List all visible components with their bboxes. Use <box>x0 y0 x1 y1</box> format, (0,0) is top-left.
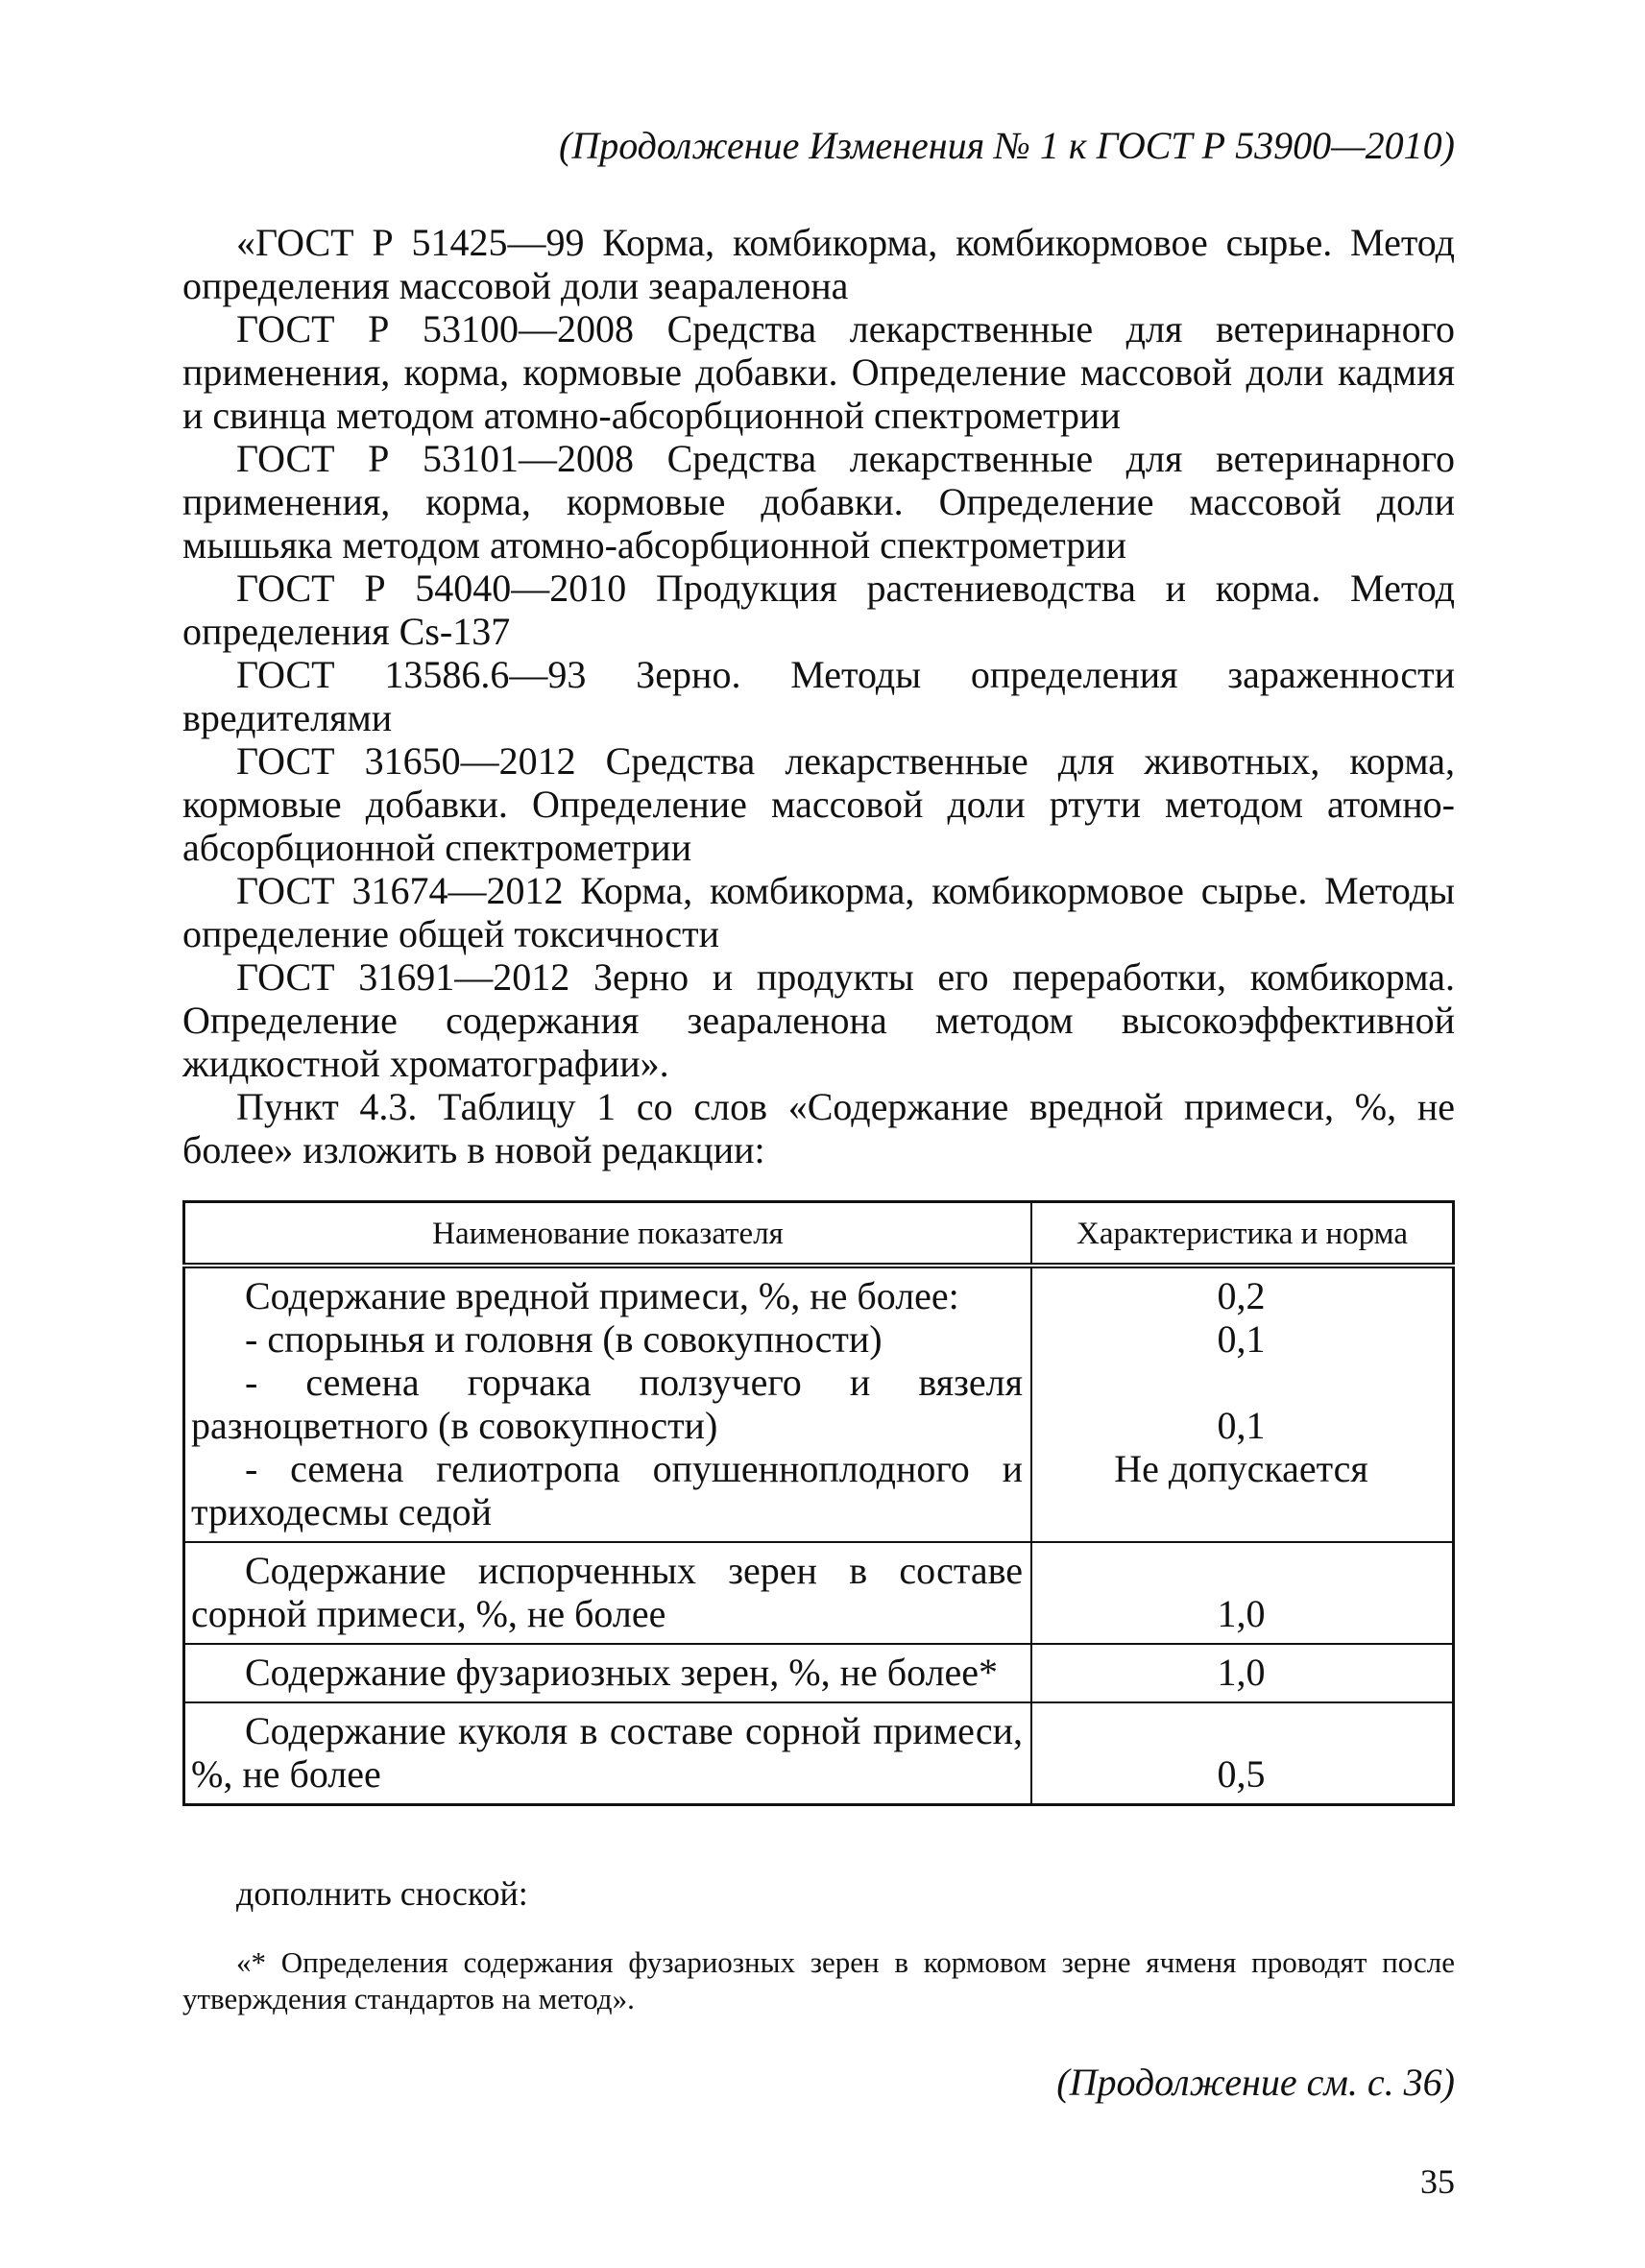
table-row <box>184 1542 1454 1644</box>
supplement-label: дополнить сноской: <box>236 1874 528 1913</box>
norm-cell <box>1031 1542 1454 1644</box>
standard-reference-paragraph: «ГОСТ Р 51425—99 Корма, комбикорма, комбикормовое сырье. Метод определения массовой доли зеараленона <box>182 221 1455 307</box>
table-row <box>184 1266 1454 1542</box>
norm-cell <box>1031 1266 1454 1542</box>
table-header-row <box>184 1202 1454 1267</box>
standard-reference-paragraph: ГОСТ Р 53100—2008 Средства лекарственные для ветеринарного применения, корма, кормовые добавки. Определение массовой доли кадмия и свинца методом атомно-абсорбционной спектрометрии <box>182 307 1455 437</box>
indicator-line: Содержание фузариозных зерен, %, не более* <box>245 1651 999 1694</box>
standard-reference-paragraph: ГОСТ 13586.6—93 Зерно. Методы определения зараженности вредителями <box>182 653 1455 739</box>
column-header-indicator: Наименование показателя <box>184 1202 1032 1267</box>
indicator-line: - семена горчака ползучего и вязеля разноцветного (в совокупности) <box>191 1361 1023 1447</box>
document-page <box>182 0 1455 2268</box>
norm-value: 1,0 <box>1217 1651 1266 1694</box>
indicator-line: Содержание испорченных зерен в составе сорной примеси, %, не более <box>191 1549 1023 1635</box>
indicator-cell <box>184 1702 1032 1805</box>
table-row <box>184 1702 1454 1805</box>
indicator-cell <box>184 1644 1032 1702</box>
norm-cell <box>1031 1702 1454 1805</box>
standard-reference-paragraph: ГОСТ 31650—2012 Средства лекарственные для животных, корма, кормовые добавки. Определение массовой доли ртути методом атомно-абсорбционной спектрометрии <box>182 739 1455 869</box>
table-row <box>184 1644 1454 1702</box>
norm-value: Не допускается <box>1114 1447 1368 1490</box>
amendment-instruction-paragraph: Пункт 4.3. Таблицу 1 со слов «Содержание вредной примеси, %, не более» изложить в новой редакции: <box>182 1085 1455 1171</box>
indicator-line: Содержание куколя в составе сорной примеси, %, не более <box>191 1709 1023 1796</box>
page-number: 35 <box>1420 2162 1455 2201</box>
standard-reference-paragraph: ГОСТ 31691—2012 Зерно и продукты его переработки, комбикорма. Определение содержания зеараленона методом высокоэффективной жидкостной хроматографии». <box>182 955 1455 1085</box>
norm-value <box>1038 1361 1444 1404</box>
norm-value: 0,1 <box>1217 1317 1266 1361</box>
column-header-norm: Характеристика и норма <box>1031 1202 1454 1267</box>
norm-value: 0,5 <box>1217 1752 1266 1796</box>
indicator-line: - семена гелиотропа опушенноплодного и триходесмы седой <box>191 1447 1023 1533</box>
indicator-cell <box>184 1266 1032 1542</box>
norm-value: 0,1 <box>1217 1404 1266 1447</box>
indicator-cell <box>184 1542 1032 1644</box>
standard-reference-paragraph: ГОСТ 31674—2012 Корма, комбикорма, комбикормовое сырье. Методы определение общей токсичности <box>182 869 1455 955</box>
norm-cell <box>1031 1644 1454 1702</box>
norms-table-wrapper <box>182 1200 1455 1806</box>
footnote-text: «* Определения содержания фузариозных зерен в кормовом зерне ячменя проводят после утверждения стандартов на метод». <box>182 1945 1455 2015</box>
continuation-note: (Продолжение см. с. 36) <box>1056 2061 1455 2104</box>
indicator-line: - спорынья и головня (в совокупности) <box>245 1317 883 1361</box>
norm-value: 1,0 <box>1217 1592 1266 1635</box>
norms-table <box>182 1200 1455 1806</box>
standard-reference-paragraph: ГОСТ Р 53101—2008 Средства лекарственные для ветеринарного применения, корма, кормовые добавки. Определение массовой доли мышьяка методом атомно-абсорбционной спектрометрии <box>182 437 1455 567</box>
running-head: (Продолжение Изменения № 1 к ГОСТ Р 53900—2010) <box>559 124 1455 167</box>
norm-value: 0,2 <box>1217 1274 1266 1317</box>
body-text <box>182 221 1455 1171</box>
standard-reference-paragraph: ГОСТ Р 54040—2010 Продукция растениеводства и корма. Метод определения Cs-137 <box>182 567 1455 653</box>
indicator-line: Содержание вредной примеси, %, не более: <box>245 1274 959 1317</box>
